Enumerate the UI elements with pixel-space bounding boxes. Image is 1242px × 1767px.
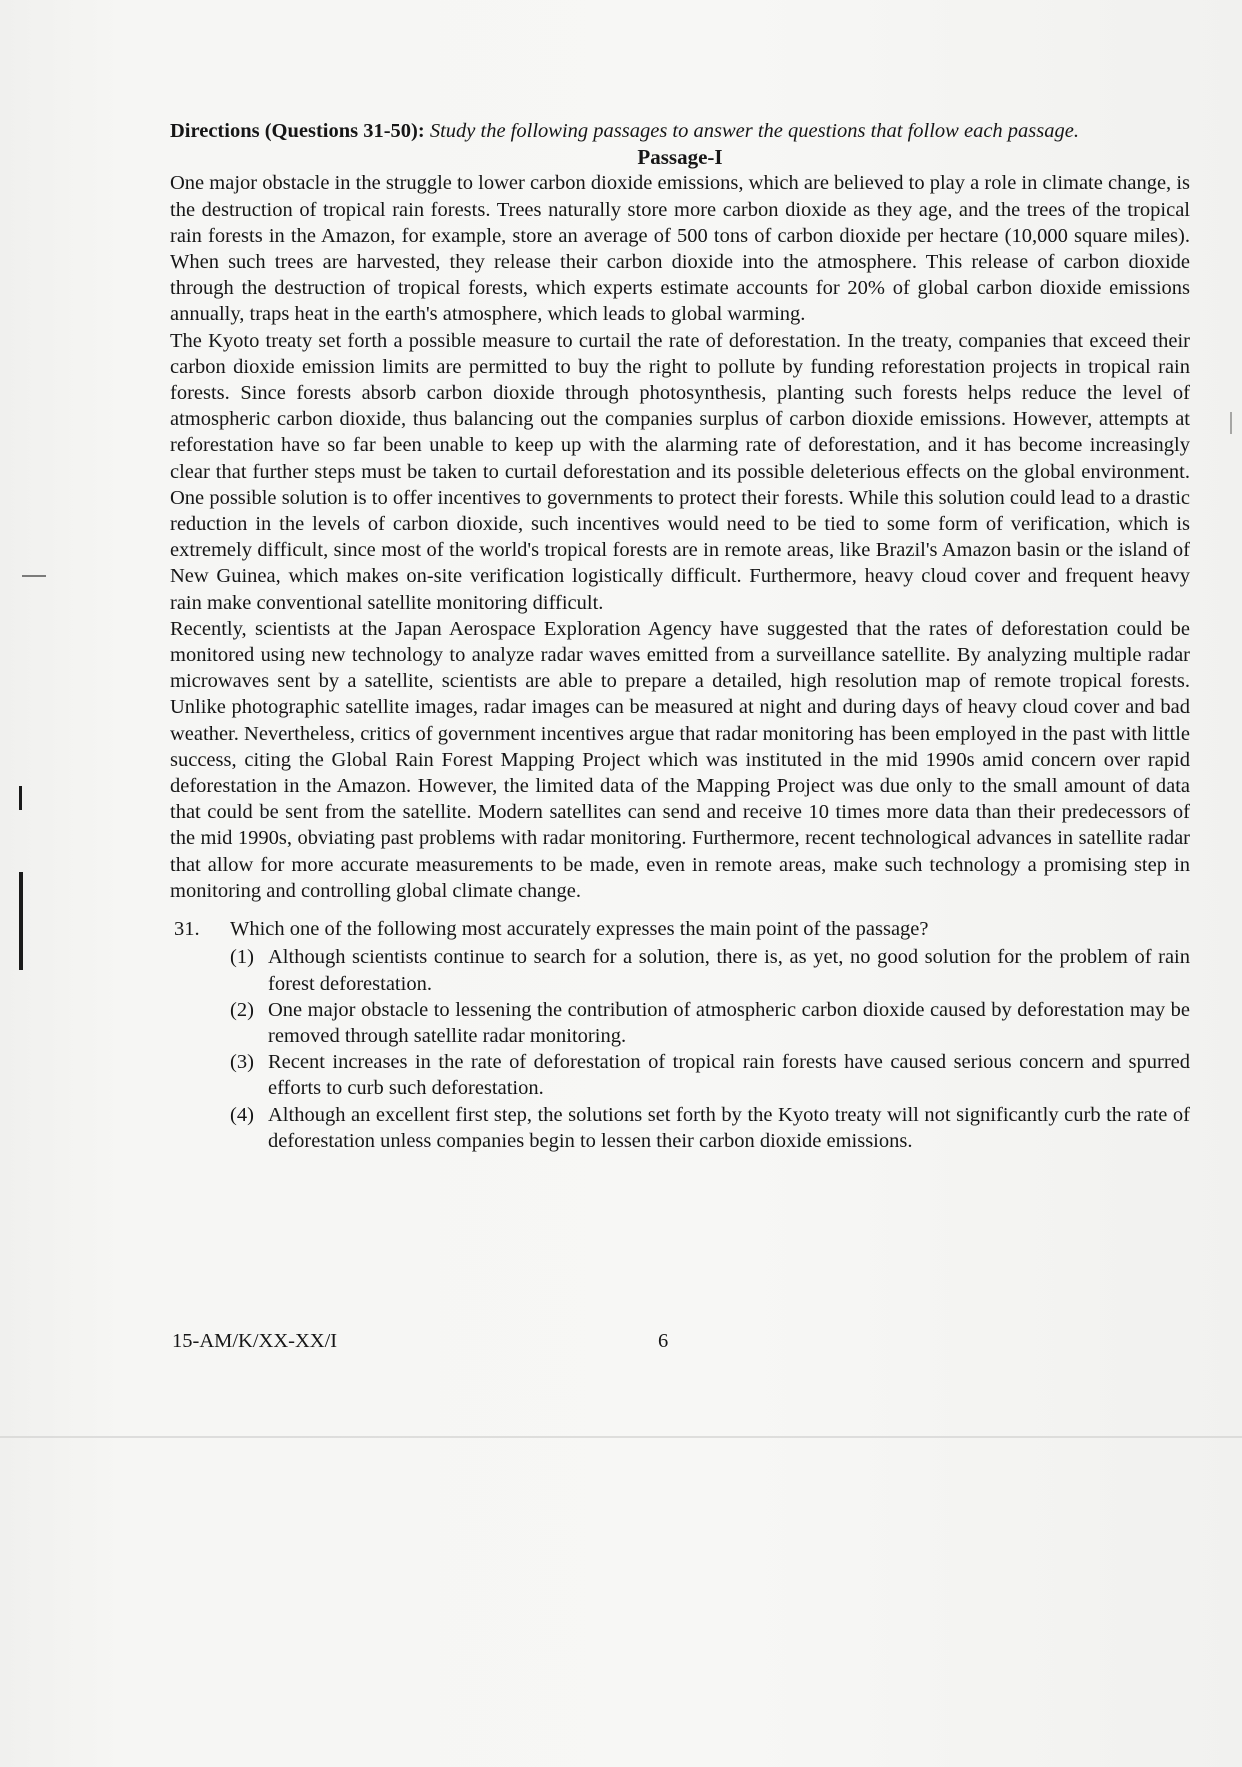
- document-body: [170, 118, 1190, 1154]
- option-number: (4): [230, 1103, 254, 1126]
- passage-title: Passage-I: [637, 145, 723, 170]
- footer-code: 15-AM/K/XX-XX/I: [172, 1330, 338, 1352]
- scan-mark: [19, 872, 23, 970]
- answer-option-3: [230, 1049, 1190, 1101]
- answer-options: [230, 944, 1190, 1154]
- scan-mark: [22, 575, 46, 577]
- page-number: 6: [658, 1330, 669, 1352]
- option-text: Although scientists continue to search for a solution, there is, as yet, no good solution for the problem of rain forest deforestation.: [268, 946, 1190, 995]
- question-text: Which one of the following most accurately expresses the main point of the passage?: [230, 918, 929, 941]
- option-number: (2): [230, 998, 254, 1021]
- option-number: (3): [230, 1051, 254, 1074]
- scan-edge-line: [0, 1436, 1242, 1438]
- directions: [170, 118, 1190, 144]
- answer-option-1: [230, 944, 1190, 996]
- directions-label: Directions (Questions 31-50):: [170, 120, 425, 142]
- scan-mark: [19, 786, 22, 810]
- directions-text: Study the following passages to answer the questions that follow each passage.: [429, 120, 1079, 142]
- answer-option-2: [230, 997, 1190, 1049]
- passage-paragraph-1: One major obstacle in the struggle to lower carbon dioxide emissions, which are believed to play a role in climate change, is the destruction of tropical rain forests. Trees naturally store more carbon dioxide as they age, and the trees of the tropical rain forests in the Amazon, for example, store an average of 500 tons of carbon dioxide per hectare (10,000 square miles). When such trees are harvested, they release their carbon dioxide into the atmosphere. This release of carbon dioxide through the destruction of tropical forests, which experts estimate accounts for 20% of global carbon dioxide emissions annually, traps heat in the earth's atmosphere, which leads to global warming.: [170, 172, 1190, 326]
- question-31: [170, 916, 1190, 1154]
- option-number: (1): [230, 946, 254, 969]
- option-text: Although an excellent first step, the solutions set forth by the Kyoto treaty will not significantly curb the rate of deforestation unless companies begin to lessen their carbon dioxide emissions.: [268, 1103, 1190, 1152]
- question-number: 31.: [174, 918, 200, 941]
- passage-paragraph-2: The Kyoto treaty set forth a possible measure to curtail the rate of deforestation. In the treaty, companies that exceed their carbon dioxide emission limits are permitted to buy the right to pollute by funding reforestation projects in tropical rain forests. Since forests absorb carbon dioxide through photosynthesis, planting such forests helps reduce the level of atmospheric carbon dioxide, thus balancing out the companies surplus of carbon dioxide emissions. However, attempts at reforestation have so far been unable to keep up with the alarming rate of deforestation, and it has become increasingly clear that further steps must be taken to curtail deforestation and its possible deleterious effects on the global environment. One possible solution is to offer incentives to governments to protect their forests. While this solution could lead to a drastic reduction in the levels of carbon dioxide, such incentives would need to be tied to some form of verification, which is extremely difficult, since most of the world's tropical forests are in remote areas, like Brazil's Amazon basin or the island of New Guinea, which makes on-site verification logistically difficult. Furthermore, heavy cloud cover and frequent heavy rain make conventional satellite monitoring difficult.: [170, 329, 1190, 614]
- passage-paragraph-3: Recently, scientists at the Japan Aerospace Exploration Agency have suggested that the rates of deforestation could be monitored using new technology to analyze radar waves emitted from a surveillance satellite. By analyzing multiple radar microwaves sent by a satellite, scientists are able to prepare a detailed, high resolution map of remote tropical forests. Unlike photographic satellite images, radar images can be measured at night and during days of heavy cloud cover and bad weather. Nevertheless, critics of government incentives argue that radar monitoring has been employed in the past with little success, citing the Global Rain Forest Mapping Project which was instituted in the mid 1990s amid concern over rapid deforestation in the Amazon. However, the limited data of the Mapping Project was due only to the small amount of data that could be sent from the satellite. Modern satellites can send and receive 10 times more data than their predecessors of the mid 1990s, obviating past problems with radar monitoring. Furthermore, recent technological advances in satellite radar that allow for more accurate measurements to be made, even in remote areas, make such technology a promising step in monitoring and controlling global climate change.: [170, 617, 1190, 902]
- option-text: Recent increases in the rate of deforestation of tropical rain forests have caused serious concern and spurred efforts to curb such deforestation.: [268, 1051, 1190, 1100]
- scan-mark: [1230, 412, 1232, 434]
- answer-option-4: [230, 1102, 1190, 1154]
- option-text: One major obstacle to lessening the contribution of atmospheric carbon dioxide caused by deforestation may be removed through satellite radar monitoring.: [268, 998, 1190, 1047]
